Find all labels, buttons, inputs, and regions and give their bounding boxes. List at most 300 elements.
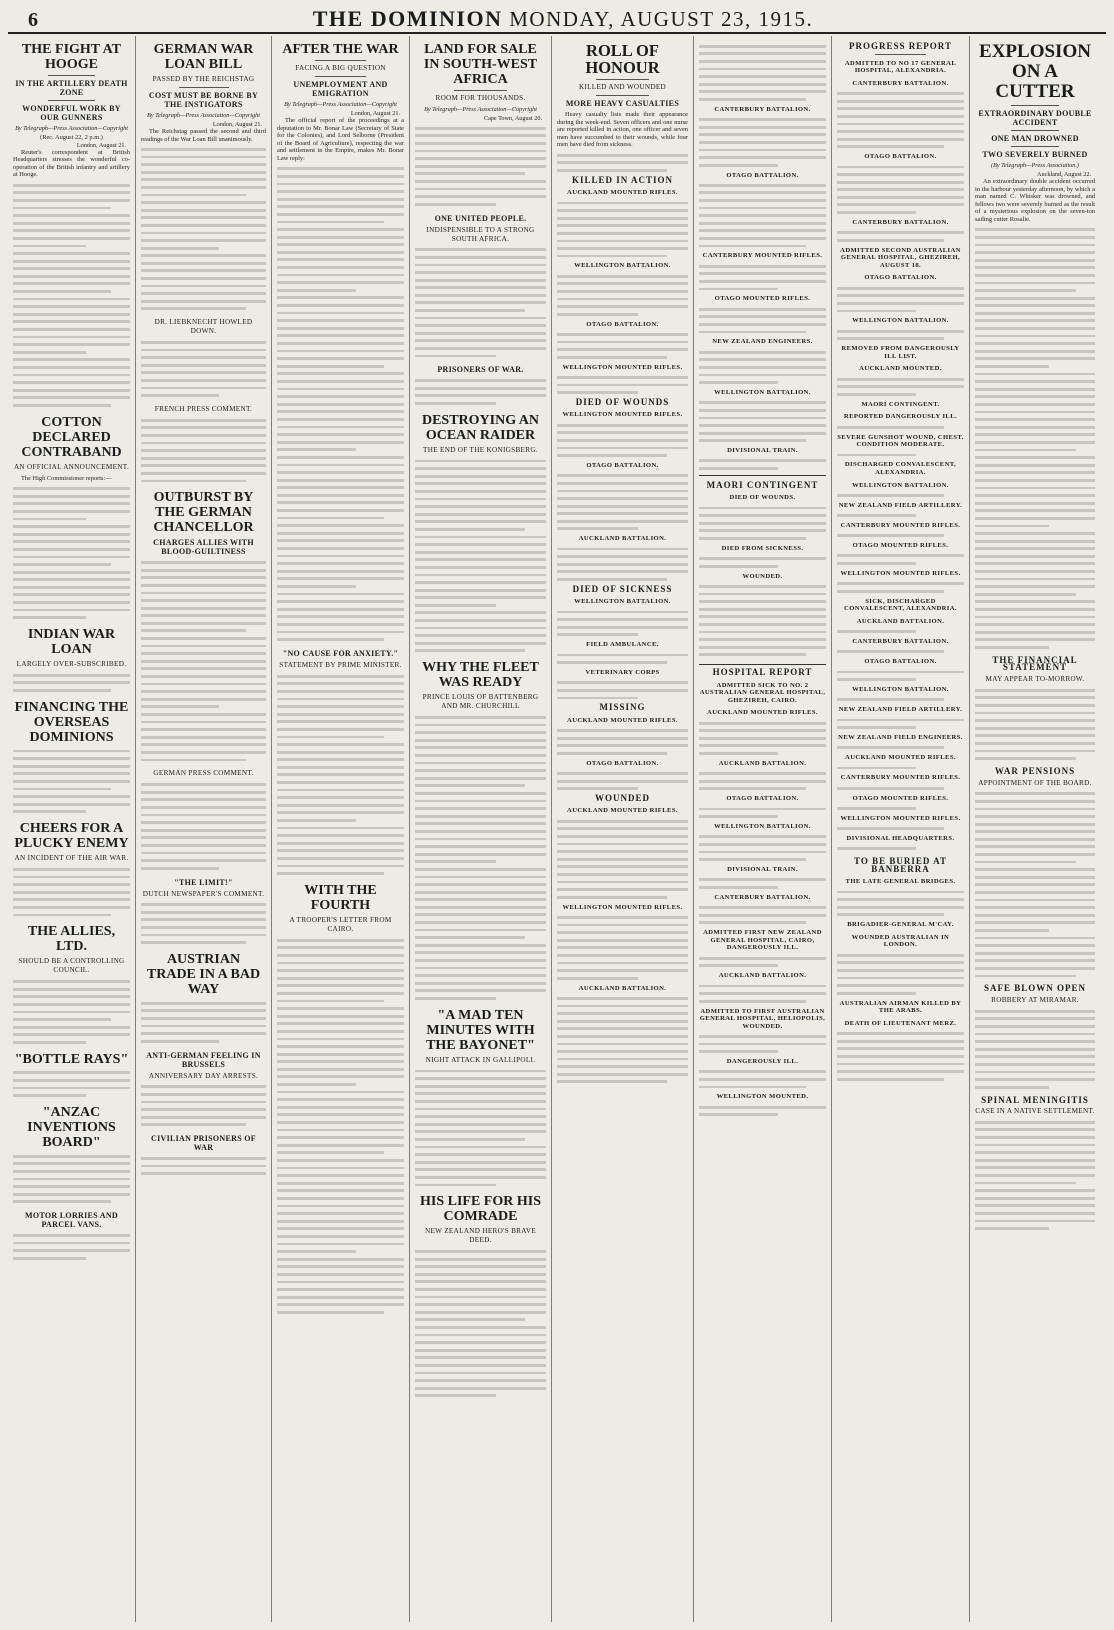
subheading: PASSED BY THE REICHSTAG: [152, 75, 255, 83]
subheading: THE END OF THE KONIGSBERG.: [423, 445, 538, 454]
casualty-list-lines: [557, 333, 688, 359]
body-text-lines: [13, 868, 130, 916]
body-text-lines: [141, 341, 266, 397]
article-austrian-trade: [141, 952, 266, 1043]
casualty-list-lines: [699, 585, 826, 656]
article-land-south-west-africa: [415, 42, 546, 206]
byline: (By Telegraph—Press Association.): [991, 162, 1079, 169]
casualty-list-lines: [699, 45, 826, 101]
casualty-list-lines: [837, 534, 964, 537]
subheading: CIVILIAN PRISONERS OF WAR: [151, 1134, 256, 1153]
headline: ROLL OF HONOUR: [585, 41, 660, 77]
body-text-lines: [13, 1155, 130, 1203]
body-text-lines: [13, 184, 130, 407]
subheading: PRISONERS OF WAR.: [437, 365, 524, 375]
casualty-list-lines: [837, 847, 964, 850]
section-title: WAR PENSIONS: [994, 765, 1076, 776]
section-title: MAORI CONTINGENT: [706, 479, 819, 490]
casualty-list-lines: [837, 554, 964, 564]
headline: EXPLOSION ON A CUTTER: [979, 41, 1091, 102]
subheading: ROBBERY AT MIRAMAR.: [991, 995, 1079, 1004]
unit-heading: AUCKLAND BATTALION.: [578, 535, 667, 543]
casualty-list-lines: [837, 719, 964, 729]
body-text-lines: [975, 1010, 1095, 1089]
column-1: [8, 36, 136, 1622]
unit-heading: OTAGO BATTALION.: [586, 759, 659, 767]
article-spinal-meningitis: [975, 1094, 1095, 1231]
unit-heading: NEW ZEALAND FIELD ARTILLERY.: [838, 706, 963, 714]
subheading: NIGHT ATTACK IN GALLIPOLI.: [425, 1055, 536, 1064]
subheading: KILLED AND WOUNDED: [578, 83, 667, 91]
unit-heading: DISCHARGED CONVALESCENT, ALEXANDRIA.: [844, 461, 957, 476]
body-text-lines: [837, 891, 964, 917]
headline: "A MAD TEN MINUTES WITH THE BAYONET": [426, 1007, 535, 1053]
unit-heading: AUCKLAND MOUNTED RIFLES.: [567, 716, 678, 724]
headline: WITH THE FOURTH: [304, 883, 377, 913]
casualty-list-lines: [837, 166, 964, 214]
unit-heading: FIELD AMBULANCE.: [586, 641, 659, 649]
body-text-lines: [13, 1234, 130, 1260]
unit-heading: WELLINGTON MOUNTED.: [716, 1093, 809, 1101]
article-roll-of-honour: [557, 42, 688, 1083]
headline: GERMAN WAR LOAN BILL: [153, 42, 254, 72]
subheading: MAY APPEAR TO-MORROW.: [985, 675, 1085, 683]
body-text-lines: [13, 674, 130, 692]
casualty-list-lines: [557, 548, 688, 581]
casualty-list-lines: [837, 630, 964, 633]
casualty-list-lines: [699, 459, 826, 469]
unit-heading: AUSTRALIAN AIRMAN KILLED BY THE ARABS.: [839, 999, 962, 1015]
unit-heading: OTAGO BATTALION.: [864, 658, 937, 666]
casualty-list-lines: [557, 772, 688, 790]
unit-heading: AUCKLAND MOUNTED RIFLES.: [707, 709, 818, 717]
unit-heading: OTAGO BATTALION.: [726, 171, 799, 179]
subheading: AN OFFICIAL ANNOUNCEMENT.: [13, 462, 130, 471]
article-text: The Reichstag passed the second and third readings of the War Loan Bill unanimously.: [141, 128, 266, 143]
headline: FINANCING THE OVERSEAS DOMINIONS: [14, 699, 129, 745]
body-text-lines: [837, 954, 964, 995]
article-german-press: [141, 769, 266, 869]
byline: By Telegraph—Press Association—Copyright: [424, 106, 537, 113]
byline: By Telegraph—Press Association—Copyright: [15, 125, 128, 132]
body-text-lines: [557, 154, 688, 172]
unit-heading: AUCKLAND BATTALION.: [718, 972, 807, 980]
unit-heading: NEW ZEALAND FIELD ENGINEERS.: [838, 733, 963, 741]
body-text-lines: [141, 903, 266, 944]
unit-heading: AUCKLAND MOUNTED RIFLES.: [845, 754, 956, 762]
unit-heading: OTAGO MOUNTED RIFLES.: [852, 542, 949, 550]
article-progress-report: [837, 43, 964, 850]
unit-heading: WELLINGTON BATTALION.: [714, 823, 811, 831]
headline: THE FIGHT AT HOOGE: [21, 42, 122, 72]
article-anzac-inventions: [13, 1105, 130, 1203]
dateline: London, August 21.: [212, 121, 262, 128]
body-text-lines: [277, 675, 404, 875]
headline: OUTBURST BY THE GERMAN CHANCELLOR: [153, 490, 254, 536]
casualty-list-lines: [837, 698, 964, 701]
body-text-lines: [975, 792, 1095, 977]
casualty-list-lines: [837, 746, 964, 749]
article-text: An extraordinary double accident occurred in the harbour yesterday afternoon, by which a man named C. Whisker was drowned, and fellows two were severely burned as the result of a mysterious explosion on the seven-ton sailing cutter Rosalie.: [975, 178, 1095, 223]
headline: INDIAN WAR LOAN: [27, 627, 116, 658]
body-text-lines: [141, 561, 266, 761]
subheading: PRINCE LOUIS OF BATTENBERG AND MR. CHURCHILL: [422, 693, 539, 711]
unit-heading: ADMITTED SECOND AUSTRALIAN GENERAL HOSPITAL, GHEZIREH, AUGUST 18.: [840, 246, 961, 269]
article-no-cause-anxiety: [277, 649, 404, 875]
subheading: "NO CAUSE FOR ANXIETY.": [282, 648, 399, 658]
subheading: APPOINTMENT OF THE BOARD.: [978, 778, 1092, 787]
subheading: IN THE ARTILLERY DEATH ZONE: [15, 79, 128, 97]
headline: AFTER THE WAR: [282, 42, 399, 57]
article-his-life-comrade: [415, 1194, 546, 1397]
article-allies-ltd: [13, 924, 130, 1043]
article-text: The official report of the proceedings at a deputation to Mr. Bonar Law (Secretary of State for the Colonies), and Lord Selborne (President of the Board of Agriculture), respecting the war and settlement in the Empire, makes Mr. Bonar Law reply:: [277, 117, 404, 162]
unit-heading: ADMITTED TO NO 17 GENERAL HOSPITAL, ALEXANDRIA.: [844, 59, 957, 75]
article-outburst-chancellor: [141, 490, 266, 761]
casualty-list-lines: [699, 722, 826, 755]
unit-heading: WELLINGTON MOUNTED RIFLES.: [562, 903, 683, 911]
masthead-title: [88, 6, 1038, 32]
column-5: [552, 36, 694, 1622]
casualty-list-lines: [837, 671, 964, 681]
issue-date: MONDAY, AUGUST 23, 1915.: [509, 7, 814, 31]
body-text-lines: [837, 1032, 964, 1080]
section-title: SPINAL MENINGITIS: [981, 1094, 1089, 1105]
unit-heading: OTAGO BATTALION.: [864, 274, 937, 282]
unit-heading: THE LATE GENERAL BRIDGES.: [845, 878, 956, 886]
article-civilian-prisoners: [141, 1134, 266, 1175]
article-financing-dominions: [13, 700, 130, 813]
section-title: PROGRESS REPORT: [849, 41, 952, 51]
casualty-list-lines: [557, 611, 688, 637]
unit-heading: REPORTED DANGEROUSLY ILL.: [843, 413, 958, 421]
unit-heading: CANTERBURY BATTALION.: [714, 893, 811, 901]
body-text-lines: [141, 148, 266, 310]
unit-heading: WELLINGTON BATTALION.: [574, 262, 671, 270]
section-title: HOSPITAL REPORT: [712, 666, 813, 677]
casualty-list-lines: [557, 681, 688, 699]
subheading: GERMAN PRESS COMMENT.: [153, 769, 254, 778]
section-title: MISSING: [599, 702, 646, 713]
article-bottle-rays: [13, 1052, 130, 1097]
article-cheers-plucky-enemy: [13, 821, 130, 916]
unit-heading: OTAGO BATTALION.: [586, 320, 659, 328]
unit-heading: OTAGO MOUNTED RIFLES.: [714, 295, 811, 303]
casualty-list-lines: [837, 378, 964, 396]
unit-heading: DIVISIONAL TRAIN.: [727, 866, 798, 873]
unit-heading: CANTERBURY BATTALION.: [852, 218, 949, 226]
unit-heading: WELLINGTON BATTALION.: [714, 388, 811, 396]
body-text-lines: [277, 939, 404, 1314]
unit-heading: AUCKLAND MOUNTED.: [859, 365, 942, 373]
unit-heading: CANTERBURY MOUNTED RIFLES.: [840, 521, 961, 529]
body-text-lines: [13, 980, 130, 1044]
casualty-list-lines: [699, 1106, 826, 1116]
body-text-lines: [141, 1157, 266, 1175]
article-after-the-war: [277, 42, 404, 641]
unit-heading: WELLINGTON MOUNTED RIFLES.: [840, 569, 961, 577]
section-title: DIED OF SICKNESS: [572, 583, 673, 594]
unit-heading: OTAGO MOUNTED RIFLES.: [852, 794, 949, 802]
article-prisoners-of-war: [415, 365, 546, 404]
subheading: STATEMENT BY PRIME MINISTER.: [279, 660, 402, 669]
section-title: TO BE BURIED AT BANBERRA: [854, 856, 947, 874]
subheading: ROOM FOR THOUSANDS.: [435, 94, 526, 102]
subheading: EXTRAORDINARY DOUBLE ACCIDENT: [978, 109, 1092, 127]
unit-heading: CANTERBURY MOUNTED RIFLES.: [840, 774, 961, 782]
unit-heading: DIED OF WOUNDS.: [729, 494, 796, 502]
maori-contingent-section: [699, 475, 826, 665]
unit-heading: CANTERBURY BATTALION.: [714, 105, 811, 113]
body-text-lines: [13, 487, 130, 619]
section-title: SAFE BLOWN OPEN: [983, 983, 1086, 994]
casualty-list-lines: [557, 275, 688, 316]
unit-heading: DIVISIONAL TRAIN.: [727, 447, 798, 455]
casualty-list-lines: [837, 426, 964, 429]
subheading: TWO SEVERELY BURNED: [982, 150, 1088, 159]
casualty-list-lines: [837, 454, 964, 457]
unit-heading: REMOVED FROM DANGEROUSLY ILL LIST.: [841, 345, 960, 360]
unit-heading: WELLINGTON BATTALION.: [852, 481, 949, 489]
subheading: "THE LIMIT!": [174, 877, 233, 887]
casualty-list-lines: [557, 916, 688, 980]
article-fight-at-hooge: [13, 42, 130, 407]
subheading: CHARGES ALLIES WITH BLOOD-GUILTINESS: [153, 538, 254, 557]
casualty-list-lines: [837, 287, 964, 313]
article-french-press: [141, 405, 266, 482]
article-anti-german-brussels: [141, 1051, 266, 1127]
article-mad-ten-minutes: [415, 1008, 546, 1187]
casualty-list-lines: [699, 308, 826, 334]
casualty-list-lines: [557, 202, 688, 258]
subheading: SHOULD BE A CONTROLLING COUNCIL.: [18, 957, 125, 975]
unit-heading: WELLINGTON BATTALION.: [574, 598, 671, 606]
body-text-lines: [975, 1121, 1095, 1230]
casualty-list-lines: [837, 494, 964, 497]
body-text-lines: [415, 248, 546, 357]
casualty-list-lines: [837, 514, 964, 517]
subheading: CASE IN A NATIVE SETTLEMENT.: [975, 1107, 1095, 1116]
headline: HIS LIFE FOR HIS COMRADE: [420, 1194, 541, 1225]
body-text-lines: [13, 1071, 130, 1097]
unit-heading: WELLINGTON BATTALION.: [852, 317, 949, 325]
section-title: DIED OF WOUNDS: [575, 396, 670, 407]
subheading: UNEMPLOYMENT AND EMIGRATION: [293, 80, 388, 98]
unit-heading: NEW ZEALAND ENGINEERS.: [712, 338, 813, 346]
casualty-list-lines: [837, 330, 964, 340]
unit-heading: DANGEROUSLY ILL.: [726, 1058, 799, 1066]
headline: WHY THE FLEET WAS READY: [422, 660, 539, 691]
casualty-list-lines: [837, 582, 964, 592]
body-text-lines: [141, 783, 266, 869]
unit-heading: BRIGADIER-GENERAL M'CAY.: [847, 921, 954, 929]
body-text-lines: [415, 460, 546, 653]
unit-heading: OTAGO BATTALION.: [586, 461, 659, 469]
column-4: [410, 36, 552, 1622]
unit-heading: CANTERBURY BATTALION.: [852, 79, 949, 87]
article-one-united-people: [415, 214, 546, 358]
casualty-list-lines: [837, 807, 964, 810]
unit-heading: DIED FROM SICKNESS.: [721, 544, 804, 552]
casualty-list-lines: [557, 820, 688, 899]
casualty-list-lines: [699, 118, 826, 166]
subheading: MORE HEAVY CASUALTIES: [565, 99, 680, 108]
casualty-list-lines: [557, 474, 688, 530]
casualty-list-lines: [557, 424, 688, 457]
subheading: INDISPENSIBLE TO A STRONG SOUTH AFRICA.: [426, 225, 535, 243]
body-text-lines: [277, 167, 404, 641]
byline: By Telegraph—Press Association—Copyright: [284, 101, 397, 108]
body-text-lines: [141, 419, 266, 483]
unit-heading: WOUNDED.: [742, 572, 783, 580]
body-text-lines: [415, 716, 546, 1000]
article-text: Heavy casualty lists made their appearance during the week-end. Seven officers and one nurse are reported killed in action, one officer and seven men have succumbed to their wounds, while four men have died from sickness.: [557, 111, 688, 149]
subheading: ANTI-GERMAN FEELING IN BRUSSELS: [146, 1050, 261, 1069]
column-2: [136, 36, 272, 1622]
casualty-list-lines: [837, 827, 964, 830]
body-text-lines: [975, 228, 1095, 648]
subheading: AN INCIDENT OF THE AIR WAR.: [14, 854, 129, 863]
section-title: WOUNDED: [594, 792, 650, 803]
casualty-list-lines: [699, 557, 826, 567]
subheading: NEW ZEALAND HERO'S BRAVE DEED.: [424, 1227, 537, 1245]
article-with-the-fourth: [277, 883, 404, 1314]
headline: AUSTRIAN TRADE IN A BAD WAY: [146, 952, 261, 998]
article-german-war-loan: [141, 42, 266, 310]
casualty-list-lines: [699, 1070, 826, 1088]
article-text: Reuter's correspondent at British Headquarters stresses the wonderful co-operation of the British infantry and artillery at Hooge.: [13, 148, 130, 179]
column-3: [272, 36, 410, 1622]
casualty-list-lines: [837, 231, 964, 241]
headline: COTTON DECLARED CONTRABAND: [21, 414, 122, 460]
casualty-list-lines: [699, 265, 826, 291]
article-liebknecht: [141, 318, 266, 397]
unit-heading: AUCKLAND BATTALION.: [718, 759, 807, 767]
casualty-list-lines: [699, 957, 826, 967]
received-time: (Rec. August 22, 2 p.m.): [40, 134, 103, 141]
unit-heading: WELLINGTON BATTALION.: [852, 685, 949, 693]
unit-heading: CANTERBURY MOUNTED RIFLES.: [702, 252, 823, 260]
unit-heading: AUCKLAND BATTALION.: [578, 984, 667, 992]
headline: DESTROYING AN OCEAN RAIDER: [421, 412, 540, 443]
casualty-list-lines: [699, 835, 826, 861]
unit-heading: OTAGO BATTALION.: [726, 795, 799, 803]
article-why-fleet-ready: [415, 660, 546, 1000]
unit-heading: ADMITTED TO FIRST AUSTRALIAN GENERAL HOSPITAL, HELIOPOLIS, WOUNDED.: [699, 1007, 826, 1030]
unit-heading: DIVISIONAL HEADQUARTERS.: [846, 834, 955, 842]
article-the-limit: [141, 878, 266, 945]
casualty-list-lines: [557, 997, 688, 1083]
section-title: KILLED IN ACTION: [571, 174, 674, 185]
casualty-list-lines: [837, 787, 964, 790]
subheading: FRENCH PRESS COMMENT.: [154, 405, 253, 413]
article-safe-blown-open: [975, 985, 1095, 1088]
body-text-lines: [975, 689, 1095, 760]
unit-heading: NEW ZEALAND FIELD ARTILLERY.: [838, 501, 963, 509]
unit-heading: WELLINGTON MOUNTED RIFLES.: [562, 411, 683, 419]
casualty-list-lines: [699, 985, 826, 1003]
article-indian-war-loan: [13, 627, 130, 692]
unit-heading: ADMITTED SICK TO NO. 2 AUSTRALIAN GENERAL HOSPITAL, GHEZIREH, CAIRO.: [699, 681, 826, 704]
body-text-lines: [415, 127, 546, 206]
masthead: [8, 6, 1106, 34]
casualty-list-lines: [699, 808, 826, 818]
body-text-lines: [415, 1250, 546, 1397]
page-number: 6: [28, 9, 38, 31]
subheading: DUTCH NEWSPAPER'S COMMENT.: [142, 889, 265, 898]
article-cotton-contraband: [13, 415, 130, 619]
subheading: A TROOPER'S LETTER FROM CAIRO.: [289, 916, 392, 933]
unit-heading: CANTERBURY BATTALION.: [852, 638, 949, 645]
unit-heading: OTAGO BATTALION.: [864, 153, 937, 161]
casualty-list-lines: [837, 650, 964, 653]
byline: By Telegraph—Press Association—Copyright: [147, 112, 260, 119]
unit-heading: DEATH OF LIEUTENANT MERZ.: [844, 1019, 957, 1027]
column-8: [970, 36, 1100, 1622]
casualty-list-lines: [699, 351, 826, 384]
article-explosion-cutter: [975, 42, 1095, 649]
unit-heading: MAORI CONTINGENT.: [861, 400, 940, 408]
casualty-list-lines: [699, 184, 826, 248]
unit-heading: WELLINGTON MOUNTED RIFLES.: [562, 363, 683, 371]
body-text-lines: [415, 379, 546, 405]
headline: LAND FOR SALE IN SOUTH-WEST AFRICA: [423, 42, 538, 87]
unit-heading: WOUNDED AUSTRALIAN IN LONDON.: [851, 933, 950, 949]
article-text: The High Commissioner reports:—: [21, 474, 112, 482]
casualty-list-lines: [699, 772, 826, 790]
subheading: ONE MAN DROWNED: [991, 134, 1079, 143]
body-text-lines: [141, 1085, 266, 1126]
subheading: LARGELY OVER-SUBSCRIBED.: [16, 660, 127, 669]
unit-heading: AUCKLAND BATTALION.: [856, 617, 945, 625]
article-buried-banberra: [837, 858, 964, 1080]
casualty-list-lines: [557, 376, 688, 394]
casualty-list-lines: [699, 906, 826, 924]
subheading: ONE UNITED PEOPLE.: [434, 213, 527, 223]
body-text-lines: [415, 1070, 546, 1187]
dateline: London, August 21.: [350, 110, 400, 117]
subheading: WONDERFUL WORK BY OUR GUNNERS: [22, 104, 121, 122]
unit-heading: SICK, DISCHARGED CONVALESCENT, ALEXANDRIA.: [844, 597, 957, 613]
unit-heading: AUCKLAND MOUNTED RIFLES.: [567, 189, 678, 197]
casualty-list-lines: [699, 507, 826, 540]
headline: CHEERS FOR A PLUCKY ENEMY: [14, 821, 129, 852]
casualty-list-lines: [557, 654, 688, 664]
article-financial-statement: [975, 654, 1095, 760]
casualty-list-lines: [557, 729, 688, 755]
dateline: Cape Town, August 20.: [483, 115, 542, 122]
casualty-list-lines: [837, 92, 964, 148]
unit-heading: WELLINGTON MOUNTED RIFLES.: [840, 814, 961, 822]
subheading: ANNIVERSARY DAY ARRESTS.: [148, 1071, 259, 1080]
unit-heading: AUCKLAND MOUNTED RIFLES.: [567, 807, 678, 815]
casualty-list-lines: [837, 767, 964, 770]
article-ocean-raider: [415, 413, 546, 652]
dateline: London, August 21.: [76, 141, 126, 149]
headline: "ANZAC INVENTIONS BOARD": [27, 1105, 116, 1151]
subheading: FACING A BIG QUESTION: [295, 64, 386, 72]
subheading: MOTOR LORRIES AND PARCEL VANS.: [25, 1211, 118, 1230]
headline: "BOTTLE RAYS": [14, 1051, 129, 1067]
subheading: DR. LIEBKNECHT HOWLED DOWN.: [154, 318, 253, 336]
advert-motor-lorries: [13, 1211, 130, 1259]
columns: [8, 36, 1106, 1622]
dateline: Auckland, August 22.: [1037, 171, 1091, 178]
article-war-pensions: [975, 765, 1095, 977]
unit-heading: ADMITTED FIRST NEW ZEALAND GENERAL HOSPITAL, CAIRO, DANGEROUSLY ILL.: [703, 929, 822, 952]
body-text-lines: [141, 1002, 266, 1043]
headline: THE ALLIES, LTD.: [27, 924, 116, 955]
